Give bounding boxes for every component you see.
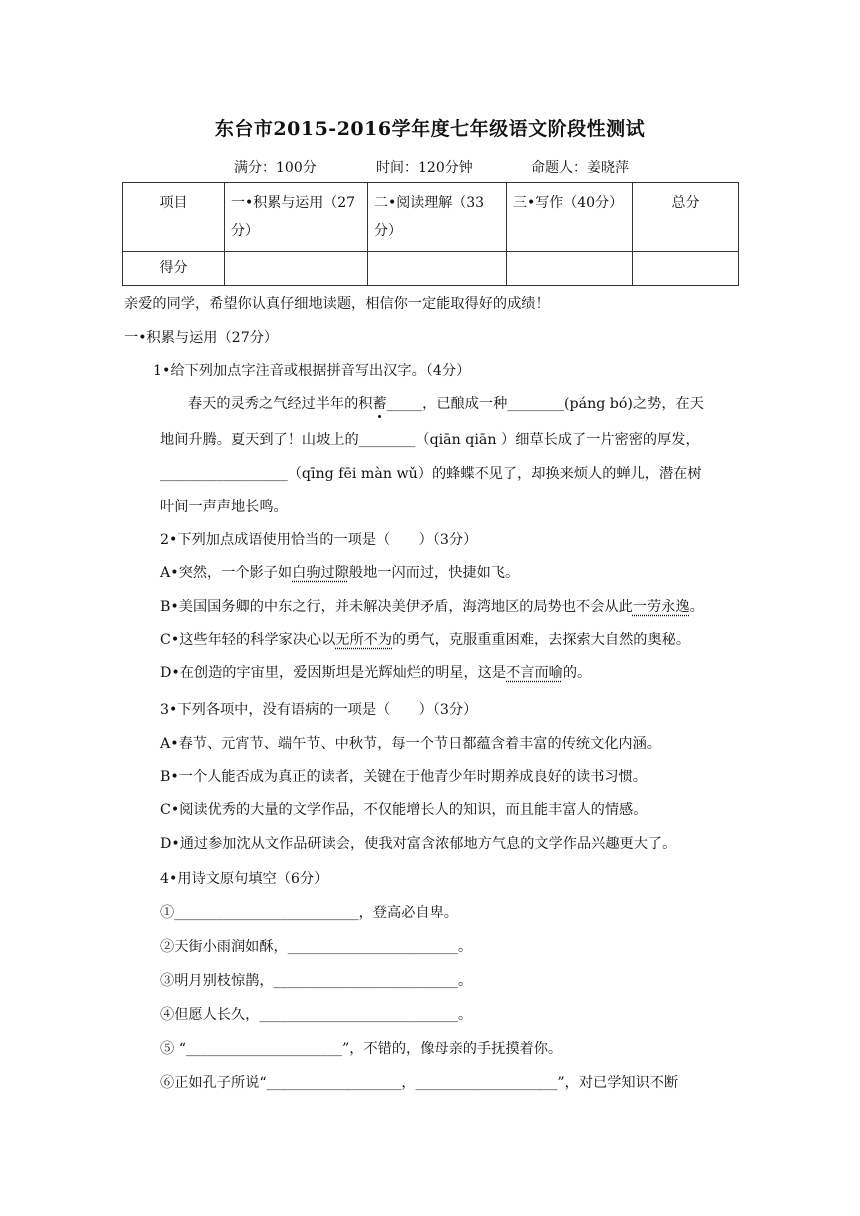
- q2-a-pre: A•突然，一个影子如: [160, 565, 293, 581]
- q2-a-post: 般地一闪而过，快捷如飞。: [348, 565, 520, 581]
- q2-option-d: [160, 663, 591, 683]
- q2-d-dot: 不言而喻: [506, 665, 563, 681]
- score-cell-2[interactable]: [368, 252, 507, 286]
- q2-stem: 2•下列加点成语使用恰当的一项是（ ）（3分）: [160, 532, 478, 548]
- q1-stem: 1•给下列加点字注音或根据拼音写出汉字。（4分）: [153, 363, 471, 379]
- exam-author: 命题人：姜晓萍: [531, 160, 629, 176]
- q1-line3: __________________（qīng fēi màn wǔ）的蜂蝶不见了，却换来烦人的蝉儿，潜在树: [160, 466, 702, 482]
- q4-line3: ③明月别枝惊鹊，__________________________。: [160, 973, 473, 989]
- score-table-col3: [507, 183, 633, 252]
- score-cell-total[interactable]: [633, 252, 739, 286]
- q4-stem: 4•用诗文原句填空（6分）: [160, 871, 329, 887]
- exam-title: 东台市2015-2016学年度七年级语文阶段性测试: [214, 118, 646, 140]
- q2-b-dot: 一劳永逸: [632, 599, 690, 615]
- col1-line2: 分）: [231, 223, 259, 239]
- q4-line4: ④但愿人长久，____________________________。: [160, 1007, 473, 1023]
- q2-c-post: 的勇气，克服重重困难，去探索大自然的奥秘。: [392, 632, 691, 648]
- q1-line1: [188, 394, 704, 414]
- header-label-text: 项目: [159, 195, 188, 211]
- col1-line1: 一•积累与运用（27: [231, 195, 356, 211]
- q1-line1-a: 春天的灵秀之气经过半年的积: [188, 396, 373, 412]
- q3-stem: 3•下列各项中，没有语病的一项是（ ）（3分）: [160, 702, 478, 718]
- q2-c-dot: 无所不为: [335, 632, 393, 648]
- q4-line6: ⑥正如孔子所说“___________________，____________________”，对已学知识不断: [160, 1075, 679, 1091]
- q2-option-a: [160, 563, 519, 583]
- q2-a-dot: 白驹过隙: [292, 565, 349, 581]
- q2-d-pre: D•在创造的宇宙里，爱因斯坦是光辉灿烂的明星，这是: [160, 665, 507, 681]
- q3-option-d: D•通过参加沈从文作品研读会，使我对富含浓郁地方气息的文学作品兴趣更大了。: [160, 836, 677, 852]
- q1-dotted-char: 蓄: [372, 396, 387, 412]
- intro-text: 亲爱的同学，希望你认真仔细地读题，相信你一定能取得好的成绩！: [124, 296, 550, 312]
- q1-line2: 地间升腾。夏天到了！山坡上的________（qiān qiān ）细草长成了一片密密的厚发，: [160, 432, 700, 448]
- col4-text: 总分: [671, 195, 700, 211]
- col3-text: 三•写作（40分）: [513, 195, 624, 211]
- q1-line4: 叶间一声声地长鸣。: [160, 499, 288, 515]
- score-table-col4: [633, 183, 739, 252]
- score-cell-3[interactable]: [507, 252, 633, 286]
- q2-d-post: 的。: [562, 665, 592, 681]
- row-label-text: 得分: [159, 260, 188, 276]
- q3-option-b: B•一个人能否成为真正的读者，关键在于他青少年时期养成良好的读书习惯。: [160, 769, 647, 785]
- section1-heading: 一•积累与运用（27分）: [124, 330, 279, 346]
- exam-time: 时间：120分钟: [376, 160, 473, 176]
- col2-line2: 分）: [374, 223, 402, 239]
- score-table-header-label: [123, 183, 225, 252]
- q4-line1: ①__________________________，登高必自卑。: [160, 905, 458, 921]
- score-table-row-label: [123, 252, 225, 286]
- score-table-col1: [225, 183, 368, 252]
- q3-option-c: C•阅读优秀的大量的文学作品，不仅能增长人的知识，而且能丰富人的情感。: [160, 802, 648, 818]
- score-table: [122, 182, 739, 286]
- q4-line5: ⑤ “______________________”，不错的，像母亲的手抚摸着你。: [160, 1041, 563, 1057]
- score-cell-1[interactable]: [225, 252, 368, 286]
- full-score: 满分：100分: [234, 160, 317, 176]
- q2-b-post: 。: [689, 599, 704, 615]
- q2-option-b: [160, 597, 704, 617]
- q2-option-c: [160, 630, 690, 650]
- col2-line1: 二•阅读理解（33: [374, 195, 485, 211]
- q2-b-pre: B•美国国务卿的中东之行，并未解决美伊矛盾，海湾地区的局势也不会从此: [160, 599, 633, 615]
- q3-option-a: A•春节、元宵节、端午节、中秋节，每一个节日都蕴含着丰富的传统文化内涵。: [160, 736, 661, 752]
- score-table-col2: [368, 183, 507, 252]
- q2-c-pre: C•这些年轻的科学家决心以: [160, 632, 336, 648]
- q1-line1-b[interactable]: _____，已酿成一种________(páng bó)之势，在天: [386, 396, 704, 412]
- q4-line2: ②天街小雨润如酥，________________________。: [160, 939, 473, 955]
